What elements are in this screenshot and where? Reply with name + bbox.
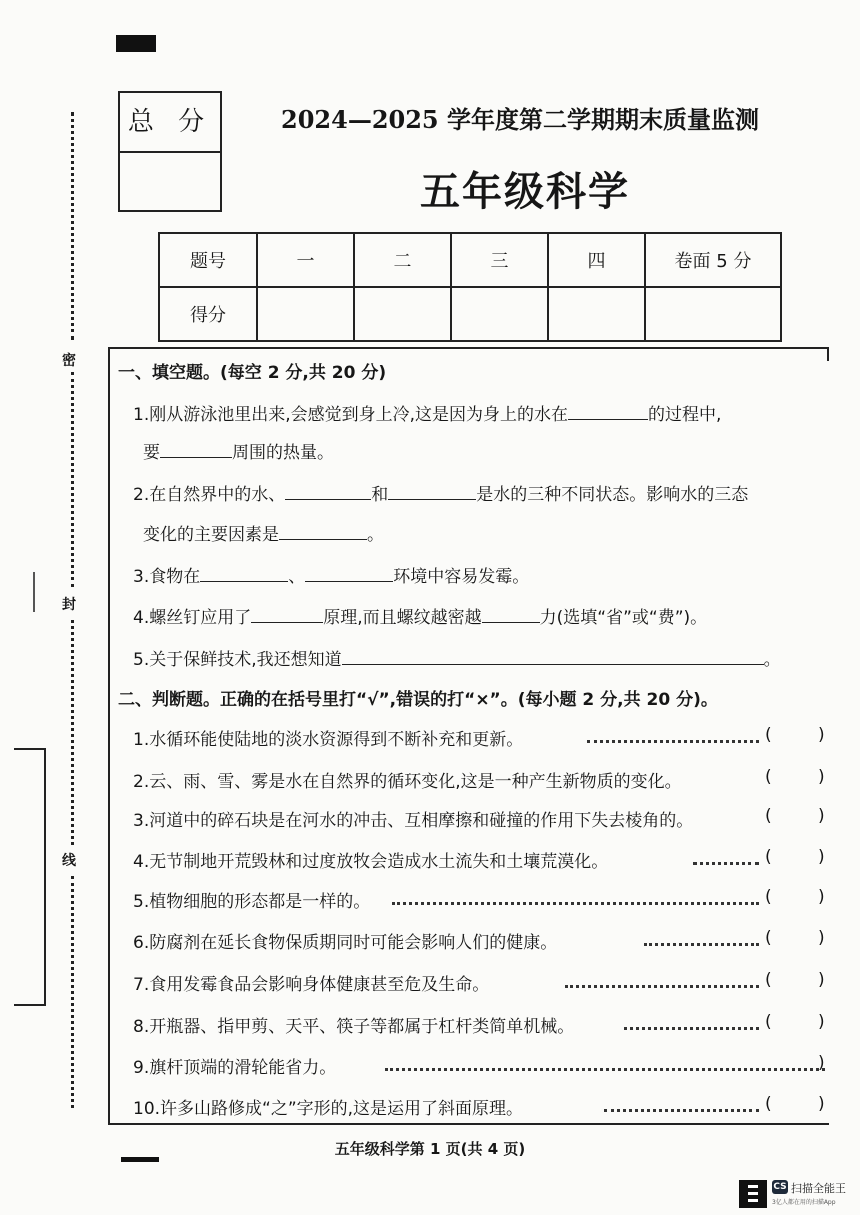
section2-heading: 二、判断题。正确的在括号里打“√”,错误的打“×”。(每小题 2 分,共 20 分)。: [118, 690, 718, 710]
q1-text-b: 的过程中,: [648, 405, 722, 425]
answer-paren-open[interactable]: (: [765, 725, 772, 745]
score-cell: 一: [257, 233, 354, 287]
q2-text-e: 。: [367, 525, 384, 545]
answer-paren-close[interactable]: ): [818, 970, 825, 990]
q2-text-c: 是水的三种不同状态。影响水的三态: [476, 485, 749, 505]
answer-paren-open[interactable]: (: [765, 928, 772, 948]
q2-line1: [133, 480, 748, 505]
scanner-tagline: 3亿人都在用的扫描App: [772, 1199, 836, 1206]
score-input-cell[interactable]: [257, 287, 354, 341]
answer-paren-close[interactable]: ): [818, 1012, 825, 1032]
score-input-cell[interactable]: [645, 287, 781, 341]
answer-paren-open[interactable]: (: [765, 970, 772, 990]
q1-line2: [143, 438, 334, 463]
answer-paren-open[interactable]: (: [765, 1094, 772, 1114]
subject-title: 五年级科学: [420, 169, 630, 215]
margin-mark: [33, 572, 35, 612]
judge-item: 9.旗杆顶端的滑轮能省力。: [133, 1058, 337, 1078]
q1-blank-2[interactable]: [160, 440, 232, 458]
q4-text-a: 4.螺丝钉应用了: [133, 608, 252, 628]
binding-dotted-line: [71, 620, 74, 845]
camscanner-logo-icon: CS: [773, 1182, 787, 1192]
score-input-cell[interactable]: [354, 287, 451, 341]
answer-paren-close[interactable]: ): [818, 847, 825, 867]
leader-dots: [693, 862, 759, 865]
leader-dots: [624, 1027, 759, 1030]
q2-text-d: 变化的主要因素是: [143, 525, 279, 545]
binding-bracket: [14, 748, 46, 1006]
score-cell: 题号: [159, 233, 257, 287]
q2-text-a: 2.在自然界中的水、: [133, 485, 286, 505]
judge-item: 2.云、雨、雪、雾是水在自然界的循环变化,这是一种产生新物质的变化。: [133, 772, 682, 792]
q1-text-d: 周围的热量。: [232, 443, 334, 463]
answer-paren-close[interactable]: ): [818, 806, 825, 826]
q3-text-c: 环境中容易发霉。: [393, 567, 530, 587]
score-cell: 四: [548, 233, 645, 287]
answer-paren-close[interactable]: ): [818, 725, 825, 745]
score-table-score-row: [159, 287, 781, 341]
q1-text-a: 1.刚从游泳池里出来,会感觉到身上冷,这是因为身上的水在: [133, 405, 569, 425]
q3-text-b: 、: [288, 567, 306, 587]
answer-paren-close[interactable]: ): [818, 928, 825, 948]
page-footer: 五年级科学第 1 页(共 4 页): [334, 1140, 526, 1158]
q5-text-b: 。: [763, 650, 781, 670]
score-cell: 三: [451, 233, 548, 287]
score-cell: 卷面 5 分: [645, 233, 781, 287]
answer-paren-open[interactable]: (: [765, 887, 772, 907]
binding-dotted-line: [71, 372, 74, 587]
answer-paren-open[interactable]: (: [765, 1012, 772, 1032]
judge-item: 4.无节制地开荒毁林和过度放牧会造成水土流失和土壤荒漠化。: [133, 852, 609, 872]
q1-text-c: 要: [143, 443, 160, 463]
leader-dots: [392, 902, 759, 905]
exam-title: 2024—2025 学年度第二学期期末质量监测: [281, 105, 759, 134]
qr-code-icon: [739, 1180, 767, 1208]
score-cell: 二: [354, 233, 451, 287]
q2-blank-3[interactable]: [279, 522, 367, 540]
binding-char-xian: 线: [62, 853, 76, 869]
answer-paren-close[interactable]: ): [818, 887, 825, 907]
q4-text-b: 原理,而且螺纹越密越: [323, 608, 482, 628]
answer-paren-open[interactable]: (: [765, 806, 772, 826]
judge-item: 3.河道中的碎石块是在河水的冲击、互相摩擦和碰撞的作用下失去棱角的。: [133, 811, 694, 831]
q3-blank-2[interactable]: [305, 564, 393, 582]
judge-item: 7.食用发霉食品会影响身体健康甚至危及生命。: [133, 975, 490, 995]
q4-line: [133, 603, 707, 628]
judge-item: 8.开瓶器、指甲剪、天平、筷子等都属于杠杆类简单机械。: [133, 1017, 575, 1037]
q4-blank-2[interactable]: [482, 605, 540, 623]
score-cell: 得分: [159, 287, 257, 341]
q2-blank-2[interactable]: [388, 482, 476, 500]
score-input-cell[interactable]: [548, 287, 645, 341]
q2-text-b: 和: [371, 485, 389, 505]
judge-item: 5.植物细胞的形态都是一样的。: [133, 892, 371, 912]
answer-paren-open[interactable]: (: [765, 767, 772, 787]
q3-line: [133, 562, 529, 587]
judge-item: 1.水循环能使陆地的淡水资源得到不断补充和更新。: [133, 730, 524, 750]
leader-dots: [565, 985, 759, 988]
total-score-label: 总 分: [120, 93, 220, 153]
score-table-header-row: [159, 233, 781, 287]
q1-line1: [133, 400, 721, 425]
registration-mark-top: [116, 35, 156, 52]
q4-blank-1[interactable]: [251, 605, 323, 623]
score-input-cell[interactable]: [451, 287, 548, 341]
scanner-app-name: 扫描全能王: [791, 1182, 846, 1195]
q5-line: [133, 645, 781, 670]
q5-text-a: 5.关于保鲜技术,我还想知道: [133, 650, 342, 670]
leader-dots: [587, 740, 759, 743]
q3-text-a: 3.食物在: [133, 567, 201, 587]
q2-line2: [143, 520, 384, 545]
leader-dots: [385, 1068, 825, 1071]
answer-paren-open[interactable]: (: [765, 847, 772, 867]
q5-blank[interactable]: [342, 647, 764, 665]
answer-paren-close[interactable]: ): [818, 1053, 825, 1073]
q2-blank-1[interactable]: [285, 482, 371, 500]
answer-paren-close[interactable]: ): [818, 767, 825, 787]
leader-dots: [644, 943, 759, 946]
binding-char-mi: 密: [62, 353, 76, 369]
judge-item: 6.防腐剂在延长食物保质期同时可能会影响人们的健康。: [133, 933, 558, 953]
q1-blank-1[interactable]: [568, 402, 648, 420]
binding-dotted-line: [71, 876, 74, 1108]
q4-text-c: 力(选填“省”或“费”)。: [539, 608, 708, 628]
frame-corner: [827, 347, 829, 361]
answer-paren-close[interactable]: ): [818, 1094, 825, 1114]
total-score-box: [118, 91, 222, 212]
q3-blank-1[interactable]: [200, 564, 288, 582]
score-table: [158, 232, 782, 342]
section1-heading: 一、填空题。(每空 2 分,共 20 分): [118, 363, 387, 383]
binding-dotted-line: [71, 112, 74, 340]
binding-char-feng: 封: [62, 597, 76, 613]
leader-dots: [604, 1109, 759, 1112]
judge-item: 10.许多山路修成“之”字形的,这是运用了斜面原理。: [133, 1099, 524, 1119]
